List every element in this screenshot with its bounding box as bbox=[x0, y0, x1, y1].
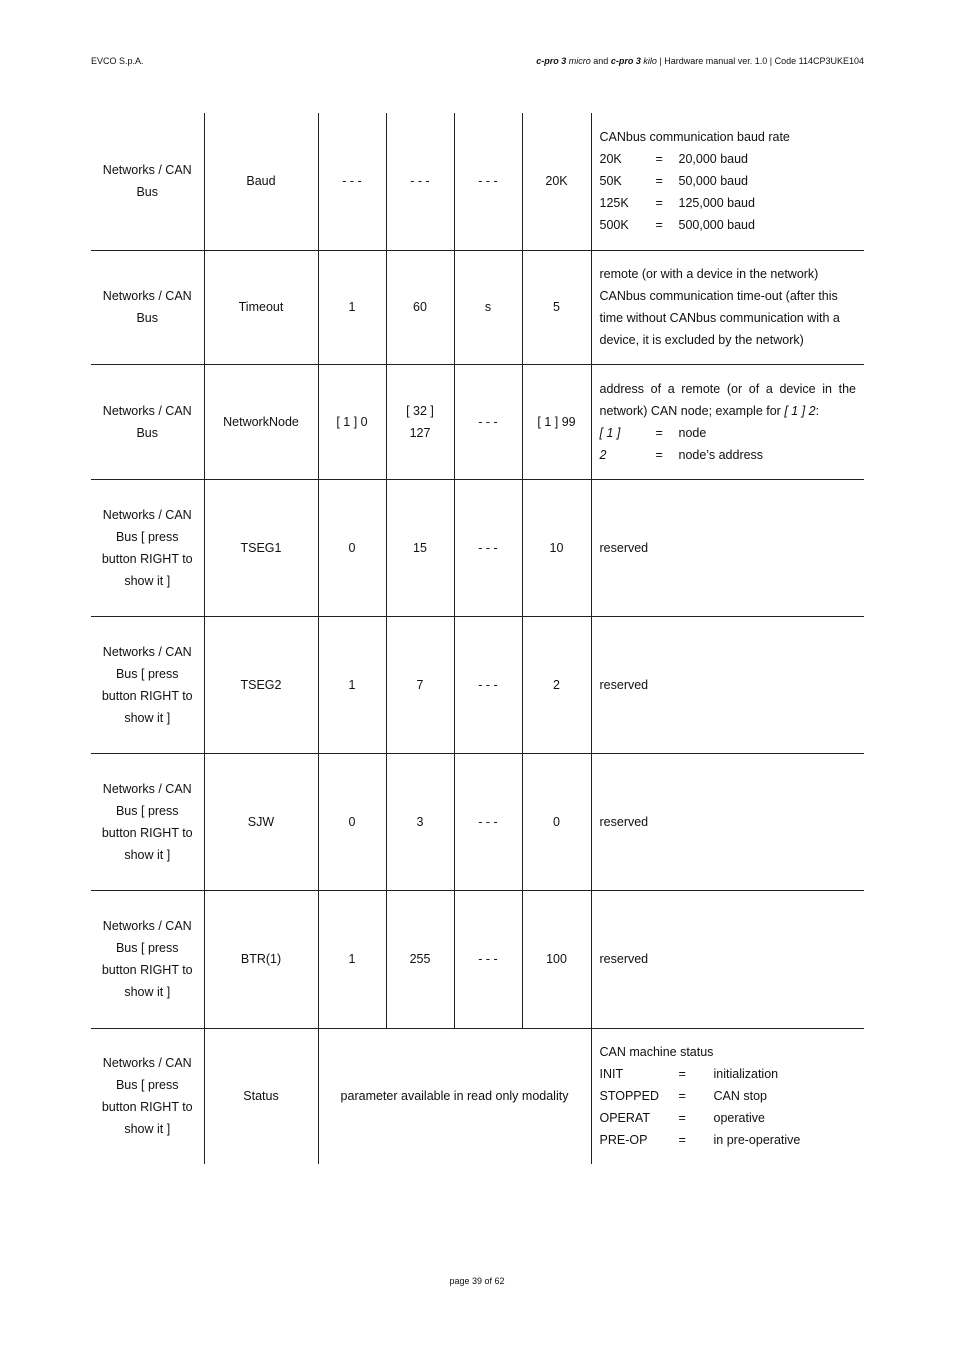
read-only-note: parameter available in read only modality bbox=[318, 1028, 591, 1164]
param-path: Networks / CAN Bus [ press button RIGHT to show it ] bbox=[91, 479, 204, 616]
param-description: reserved bbox=[591, 890, 864, 1028]
param-default: 2 bbox=[522, 616, 591, 753]
param-max: - - - bbox=[386, 113, 454, 250]
param-description bbox=[591, 113, 864, 250]
param-default: 20K bbox=[522, 113, 591, 250]
param-unit: - - - bbox=[454, 113, 522, 250]
param-max: 60 bbox=[386, 250, 454, 364]
param-description: remote (or with a device in the network) CANbus communication time-out (after this time without CANbus communication with a device, it is excluded by the network) bbox=[591, 250, 864, 364]
header-manual-info: | Hardware manual ver. 1.0 | Code 114CP3UKE104 bbox=[659, 56, 864, 66]
description-title: CANbus communication baud rate bbox=[599, 130, 790, 145]
param-unit: - - - bbox=[454, 753, 522, 890]
param-description bbox=[591, 364, 864, 479]
product-a: c-pro 3 bbox=[536, 56, 567, 66]
param-max: 15 bbox=[386, 479, 454, 616]
param-path: Networks / CAN Bus [ press button RIGHT to show it ] bbox=[91, 616, 204, 753]
list-item: 2 = node’s address bbox=[599, 447, 764, 462]
product-b-suffix: kilo bbox=[643, 56, 657, 66]
product-a-suffix: micro bbox=[568, 56, 591, 66]
list-item: INIT = initialization bbox=[599, 1067, 779, 1082]
header-company: EVCO S.p.A. bbox=[91, 56, 144, 66]
param-path: Networks / CAN Bus bbox=[91, 364, 204, 479]
param-default: 0 bbox=[522, 753, 591, 890]
list-item: 50K = 50,000 baud bbox=[599, 174, 749, 189]
header-and: and bbox=[593, 56, 609, 66]
param-min: 0 bbox=[318, 753, 386, 890]
param-default: 100 bbox=[522, 890, 591, 1028]
param-name: TSEG1 bbox=[204, 479, 318, 616]
param-min: [ 1 ] 0 bbox=[318, 364, 386, 479]
list-item: 125K = 125,000 baud bbox=[599, 196, 755, 211]
table-row bbox=[91, 616, 864, 753]
param-description bbox=[591, 1028, 864, 1164]
product-b: c-pro 3 bbox=[610, 56, 641, 66]
param-unit: - - - bbox=[454, 890, 522, 1028]
param-unit: - - - bbox=[454, 364, 522, 479]
param-name: Status bbox=[204, 1028, 318, 1164]
list-item: OPERAT = operative bbox=[599, 1111, 765, 1126]
table-row bbox=[91, 753, 864, 890]
param-path: Networks / CAN Bus bbox=[91, 250, 204, 364]
list-item: 500K = 500,000 baud bbox=[599, 218, 755, 233]
description-title: address of a remote (or of a device in the network) CAN node; example for [ 1 ] 2: bbox=[599, 381, 856, 418]
param-max: [ 32 ] 127 bbox=[386, 364, 454, 479]
param-path: Networks / CAN Bus [ press button RIGHT to show it ] bbox=[91, 890, 204, 1028]
param-min: - - - bbox=[318, 113, 386, 250]
param-name: Timeout bbox=[204, 250, 318, 364]
param-unit: - - - bbox=[454, 479, 522, 616]
param-name: TSEG2 bbox=[204, 616, 318, 753]
param-name: SJW bbox=[204, 753, 318, 890]
param-name: BTR(1) bbox=[204, 890, 318, 1028]
list-item: 20K = 20,000 baud bbox=[599, 152, 749, 167]
param-min: 1 bbox=[318, 250, 386, 364]
page-number: page 39 of 62 bbox=[449, 1276, 505, 1286]
header-title bbox=[536, 56, 864, 66]
param-min: 0 bbox=[318, 479, 386, 616]
param-description: reserved bbox=[591, 616, 864, 753]
param-unit: - - - bbox=[454, 616, 522, 753]
list-item: [ 1 ] = node bbox=[599, 425, 707, 440]
table-row bbox=[91, 1028, 864, 1164]
param-max: 7 bbox=[386, 616, 454, 753]
param-path: Networks / CAN Bus [ press button RIGHT to show it ] bbox=[91, 753, 204, 890]
param-description: reserved bbox=[591, 479, 864, 616]
param-description: reserved bbox=[591, 753, 864, 890]
param-path: Networks / CAN Bus [ press button RIGHT to show it ] bbox=[91, 1028, 204, 1164]
param-min: 1 bbox=[318, 890, 386, 1028]
list-item: PRE-OP = in pre-operative bbox=[599, 1133, 801, 1148]
param-name: NetworkNode bbox=[204, 364, 318, 479]
param-min: 1 bbox=[318, 616, 386, 753]
param-name: Baud bbox=[204, 113, 318, 250]
param-default: [ 1 ] 99 bbox=[522, 364, 591, 479]
list-item: STOPPED = CAN stop bbox=[599, 1089, 767, 1104]
description-title: CAN machine status bbox=[599, 1045, 714, 1060]
table-row bbox=[91, 479, 864, 616]
table-row bbox=[91, 113, 864, 250]
param-path: Networks / CAN Bus bbox=[102, 163, 192, 200]
param-default: 5 bbox=[522, 250, 591, 364]
param-max: 3 bbox=[386, 753, 454, 890]
table-row bbox=[91, 250, 864, 364]
table-row bbox=[91, 364, 864, 479]
table-row bbox=[91, 890, 864, 1028]
param-max: 255 bbox=[386, 890, 454, 1028]
param-unit: s bbox=[454, 250, 522, 364]
parameter-table bbox=[91, 113, 864, 1164]
param-default: 10 bbox=[522, 479, 591, 616]
